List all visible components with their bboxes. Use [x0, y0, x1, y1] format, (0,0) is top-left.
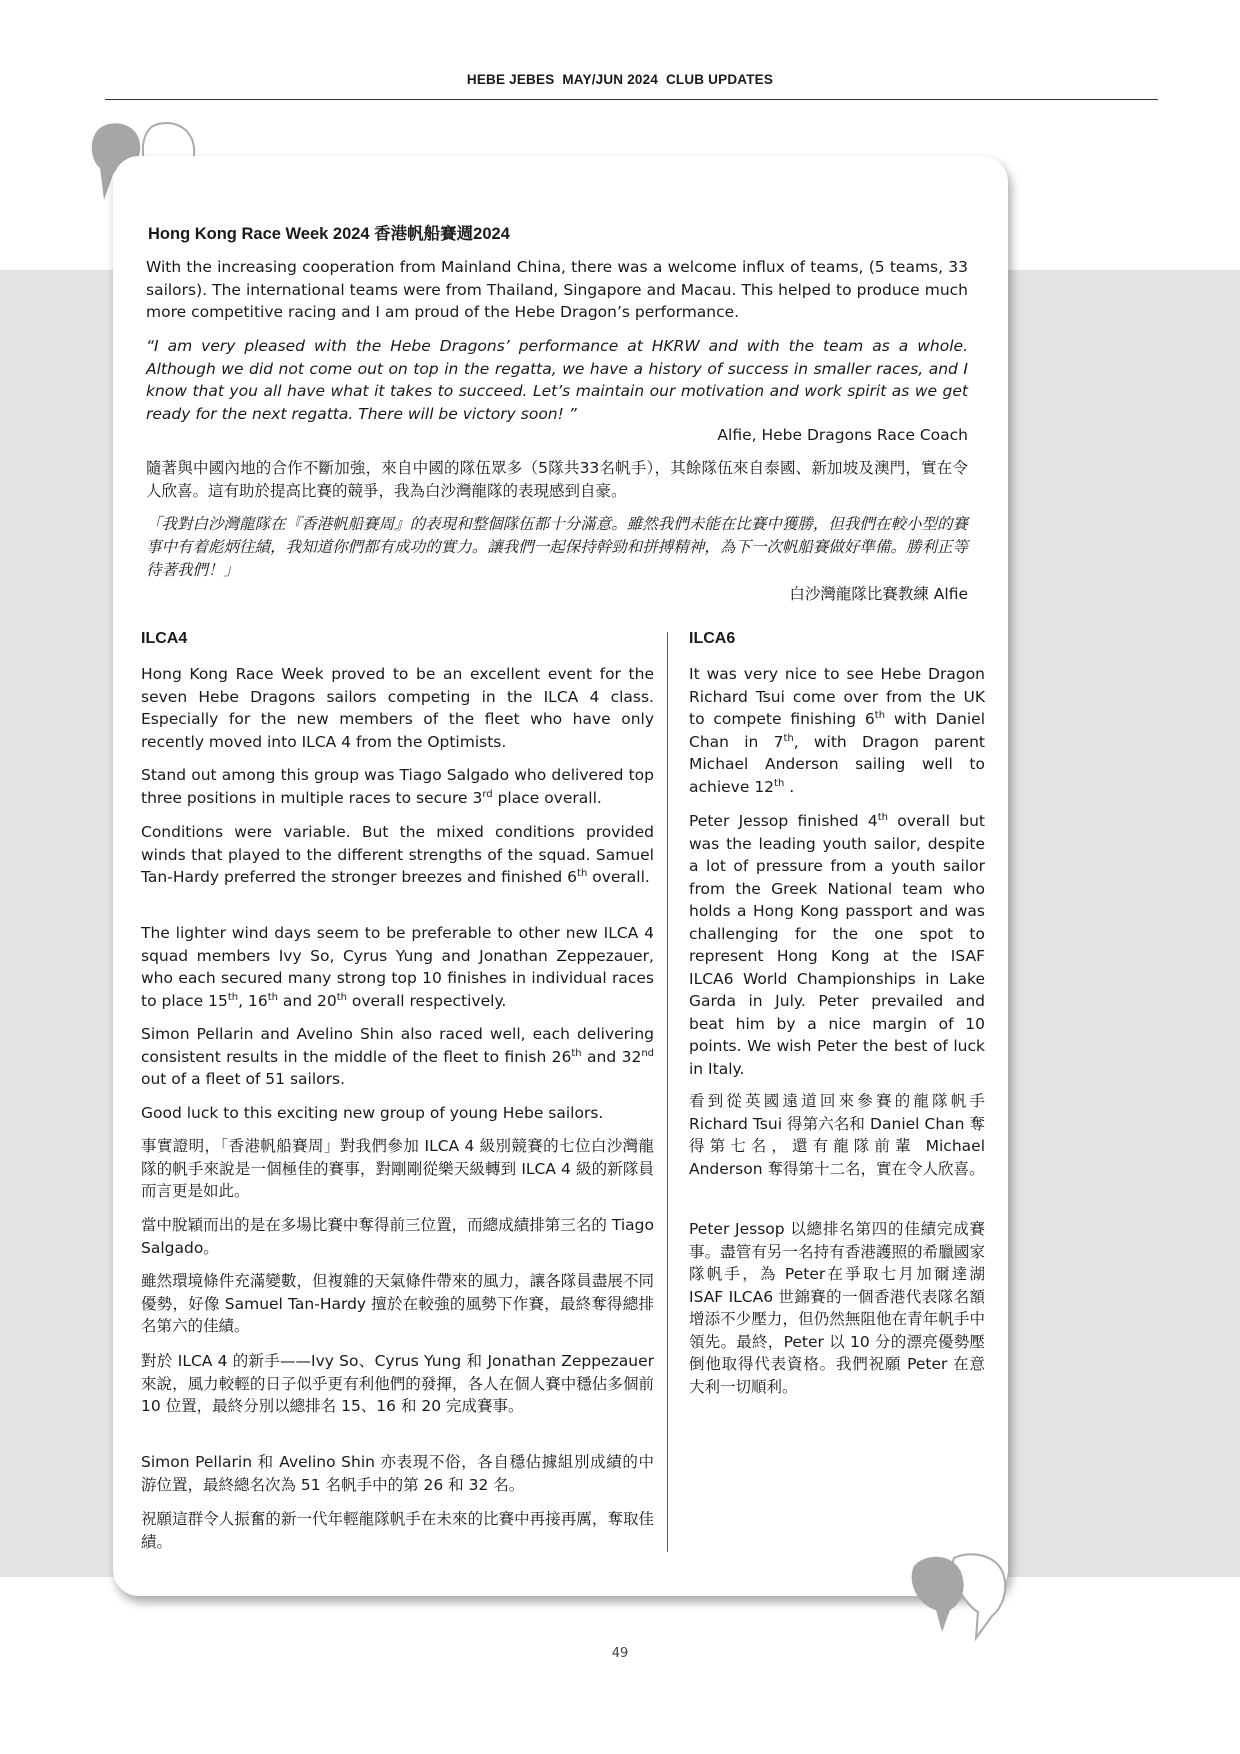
header-divider [105, 99, 1158, 100]
ilca4-chinese-1: 事實證明，「香港帆船賽周」對我們參加 ILCA 4 級別競賽的七位白沙灣龍隊的帆手來說是一個極佳的賽事，對剛剛從樂天級轉到 ILCA 4 級的新隊員而言更是如此。 [141, 1137, 654, 1200]
ilca4-chinese-6: 祝願這群令人振奮的新一代年輕龍隊帆手在未來的比賽中再接再厲，奪取佳績。 [141, 1510, 654, 1551]
ilca4-paragraph-6: Good luck to this exciting new group of young Hebe sailors. [141, 1104, 604, 1122]
ilca4-chinese-4: 對於 ILCA 4 的新手——Ivy So、Cyrus Yung 和 Jonathan Zeppezauer 來說，風力較輕的日子似乎更有利他們的發揮，各人在個人賽中穩佔多個前 10 位置，最終分別以總排名 15、16 和 20 完成賽事。 [141, 1352, 654, 1415]
intro-chinese: 隨著與中國內地的合作不斷加強，來自中國的隊伍眾多（5隊共33名帆手），其餘隊伍來自泰國、新加坡及澳門，實在令人欣喜。這有助於提高比賽的競爭，我為白沙灣龍隊的表現感到自豪。 [146, 459, 968, 500]
coach-attribution-english: Alfie, Hebe Dragons Race Coach [717, 426, 968, 444]
intro-english: With the increasing cooperation from Mainland China, there was a welcome influx of teams, (5 teams, 33 sailors). The international teams were from Thailand, Singapore and Macau. This helped to produce much more competitive racing and I am proud of the Hebe Dragon’s performance. [146, 258, 968, 321]
section-name: CLUB UPDATES [665, 72, 774, 87]
ilca6-paragraph-2: Peter Jessop finished 4th overall but was the leading youth sailor, despite a lot of pressure from a youth sailor from the Greek National team who holds a Hong Kong passport and was challenging for the one spot to represent Hong Kong at the ISAF ILCA6 World Championships in Lake Garda in July. Peter prevailed and beat him by a nice margin of 10 points. We wish Peter the best of luck in Italy. [689, 811, 985, 1078]
coach-quote-english: “I am very pleased with the Hebe Dragons’ performance at HKRW and with the team as a whole. Although we did not come out on top in the regatta, we have a history of success in smaller races, and I know that you all have what it takes to succeed. Let’s maintain our motivation and work spirit as we get ready for the next regatta. There will be victory soon! ” [146, 337, 968, 423]
coach-attribution-chinese: 白沙灣龍隊比賽教練 Alfie [789, 585, 968, 603]
ilca4-chinese-3: 雖然環境條件充滿變數，但複雜的天氣條件帶來的風力，讓各隊員盡展不同優勢，好像 Samuel Tan-Hardy 擅於在較強的風勢下作賽，最終奪得總排名第六的佳績。 [141, 1272, 654, 1335]
ilca4-chinese-5: Simon Pellarin 和 Avelino Shin 亦表現不俗，各自穩佔據組別成績的中游位置，最終總名次為 51 名帆手中的第 26 和 32 名。 [141, 1453, 654, 1494]
magazine-name: HEBE JEBES [466, 72, 555, 87]
coach-quote-chinese: 「我對白沙灣龍隊在『香港帆船賽周』的表現和整個隊伍都十分滿意。雖然我們未能在比賽中獲勝，但我們在較小型的賽事中有着彪炳往績，我知道你們都有成功的實力。讓我們一起保持幹勁和拼搏精神，為下一次帆船賽做好準備。勝利正等待著我們！」 [146, 515, 968, 579]
ilca4-chinese-2: 當中脫穎而出的是在多場比賽中奪得前三位置，而總成績排第三名的 Tiago Salgado。 [141, 1216, 654, 1257]
article-title: Hong Kong Race Week 2024 香港帆船賽週2024 [148, 225, 510, 243]
issue-date: MAY/JUN 2024 [562, 72, 659, 87]
ilca4-heading: ILCA4 [141, 630, 188, 647]
ilca6-chinese-2: Peter Jessop 以總排名第四的佳績完成賽事。盡管有另一名持有香港護照的希臘國家隊帆手，為 Peter在爭取七月加爾達湖 ISAF ILCA6 世錦賽的一個香港代表隊名額增添不少壓力，但仍然無阻他在青年帆手中領先。最終，Peter 以 10 分的漂亮優勢壓倒他取得代表資格。我們祝願 Peter 在意大利一切順利。 [689, 1220, 985, 1396]
ilca6-paragraph-1: It was very nice to see Hebe Dragon Richard Tsui come over from the UK to compete finishing 6th with Daniel Chan in 7th, with Dragon parent Michael Anderson sailing well to achieve 12th . [689, 665, 985, 796]
close-quote-icon [906, 1552, 1018, 1644]
ilca4-paragraph-4: The lighter wind days seem to be preferable to other new ILCA 4 squad members Ivy So, Cyrus Yung and Jonathan Zeppezauer, who each secured many strong top 10 finishes in individual races to place 15th, 16th and 20th overall respectively. [141, 924, 654, 1010]
ilca4-paragraph-2: Stand out among this group was Tiago Salgado who delivered top three positions in multiple races to secure 3rd place overall. [141, 766, 654, 807]
column-divider [667, 632, 668, 1552]
ilca6-heading: ILCA6 [689, 630, 736, 647]
page-number: 49 [611, 1646, 629, 1661]
ilca6-chinese-1: 看到從英國遠道回來參賽的龍隊帆手 Richard Tsui 得第六名和 Daniel Chan 奪得第七名，還有龍隊前輩 Michael Anderson 奪得第十二名，實在令人欣喜。 [689, 1092, 985, 1178]
ilca4-paragraph-1: Hong Kong Race Week proved to be an excellent event for the seven Hebe Dragons sailors competing in the ILCA 4 class. Especially for the new members of the fleet who have only recently moved into ILCA 4 from the Optimists. [141, 665, 654, 751]
running-header [0, 72, 1240, 87]
ilca4-paragraph-5: Simon Pellarin and Avelino Shin also raced well, each delivering consistent results in the middle of the fleet to finish 26th and 32nd out of a fleet of 51 sailors. [141, 1025, 654, 1088]
ilca4-paragraph-3: Conditions were variable. But the mixed conditions provided winds that played to the different strengths of the squad. Samuel Tan-Hardy preferred the stronger breezes and finished 6th overall. [141, 823, 654, 886]
